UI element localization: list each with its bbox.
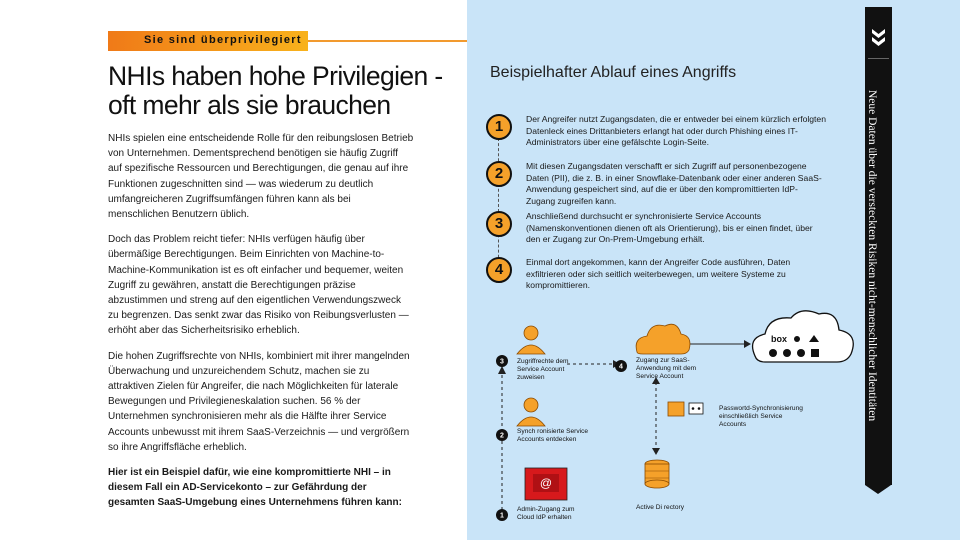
diagram-number-text: 3 [500, 358, 504, 366]
diagram-number-text: 2 [500, 432, 504, 440]
step-text: Mit diesen Zugangsdaten verschafft er sich Zugriff auf personenbezogene Daten (PII), die z. B. in einer Snowflake-Datenbank oder einer anderen SaaS-Anwendung gespeichert sind, auf die er über den kompromittierten IdP-Zugang zugreifen kann. [526, 161, 822, 206]
diagram-label-2: Synch ronisierte Service Accounts entdecken [517, 428, 589, 443]
admin-login-icon [525, 468, 567, 500]
diagram-label-active-directory: Active Di rectory [636, 504, 684, 511]
diagram-label-password-sync: Passwortd-Synchronisierung einschließlich Service Accounts [719, 405, 803, 428]
paragraph: Die hohen Zugriffsrechte von NHIs, kombiniert mit ihrer mangelnden Überwachung und unzureichendem Schutz, machen sie zu attraktiven Zielen für Angreifer, die nach Möglichkeiten für laterale Bewegungen und Privilegieneskalation suchen. 56 % der Unternehmen synchronisieren mehr als die Hälfte ihrer Service Accounts unbewusst mit ihrem SaaS-Verzeichnis — und vergrößern so ihre Angriffsfläche erheblich. [108, 350, 410, 453]
body-text [108, 131, 414, 521]
closing-paragraph: Hier ist ein Beispiel dafür, wie eine kompromittierte NHI – in diesem Fall ein AD-Servicekonto – zur Gefährdung der gesamten SaaS-Umgebung eines Unternehmens führen kann: [108, 467, 402, 509]
paragraph: Doch das Problem reicht tiefer: NHIs verfügen häufig über übermäßige Berechtigungen. Beim Einrichten von Machine-to-Machine-Kommunikation ist es oft einfacher und bequemer, weiten Zugriff zu gewähren, anstatt die Berechtigungen präzise abzustimmen und streng auf den eigentlichen Verwendungszweck zu begrenzen. Das senkt zwar das Risiko von Reibungsverlusten — erhöht aber das Sicherheitsrisiko erheblich. [108, 234, 409, 337]
diagram-number-3 [496, 355, 508, 367]
chevron-down-icon [869, 26, 888, 48]
step-number: 3 [486, 211, 512, 237]
diagram-label-3: Zugriffrechte dem Service Account zuweisen [517, 358, 569, 381]
cloud-idp-icon [636, 324, 690, 354]
step-number: 4 [486, 257, 512, 283]
synced-account-user-icon [517, 398, 545, 426]
saas-apps-cloud-icon [753, 311, 854, 362]
step-text: Anschließend durchsucht er synchronisierte Service Accounts (Namenskonventionen dienen oft als Orientierung), bis er einen findet, über den er Zugang zur On-Prem-Umgebung erhält. [526, 211, 813, 245]
sidebar-notch [865, 485, 891, 494]
section-banner-label: Sie sind überprivilegiert [144, 34, 302, 46]
step-number: 2 [486, 161, 512, 187]
diagram-number-text: 1 [500, 512, 504, 520]
step-text: Einmal dort angekommen, kann der Angreifer Code ausführen, Daten exfiltrieren oder sich seitlich weiterbewegen, um weitere Systeme zu kompromittieren. [526, 257, 791, 291]
diagram-label-4: Zugang zur SaaS-Anwendung mit dem Service Account [636, 357, 697, 380]
sidebar-title: Neue Daten über die versteckten Risiken nicht-menschlicher Identitäten [866, 90, 878, 422]
step-text: Der Angreifer nutzt Zugangsdaten, die er entweder bei einem kürzlich erfolgten Datenleck eines Drittanbieters erlangt hat oder durch Phishing eines IT-Administrators über eine gefälschte Login-Seite. [526, 114, 826, 148]
box-logo: box [771, 334, 788, 344]
arrow-head [498, 366, 506, 374]
panel-title: Beispielhafter Ablauf eines Angriffs [490, 64, 737, 81]
sidebar-divider [868, 58, 889, 59]
diagram-number-text: 4 [619, 363, 623, 371]
service-account-user-icon [517, 326, 545, 354]
active-directory-icon [645, 460, 669, 488]
arrow-head [652, 448, 660, 455]
password-sync-icon [668, 402, 703, 416]
svg-text:@: @ [539, 476, 553, 490]
page-title: NHIs haben hohe Privilegien - oft mehr als sie brauchen [108, 61, 443, 120]
step-number: 1 [486, 114, 512, 140]
diagram-number-4 [615, 360, 627, 372]
section-banner [108, 31, 308, 51]
diagram-label-1: Admin-Zugang zum Cloud IdP erhalten [517, 506, 575, 521]
diagram-number-1 [496, 509, 508, 521]
arrow-head [744, 340, 751, 348]
diagram-number-2 [496, 429, 508, 441]
paragraph: NHIs spielen eine entscheidende Rolle für den reibungslosen Betrieb von Unternehmen. Dementsprechend benötigen sie häufig Zugriff auf spezifische Ressourcen und Berechtigungen, die genau auf ihre Funktionen zugeschnitten sind — was wiederum zu deutlich umfangreicheren Zugriffsumfängen führen kann als bei menschlichen Benutzern üblich. [108, 133, 414, 221]
